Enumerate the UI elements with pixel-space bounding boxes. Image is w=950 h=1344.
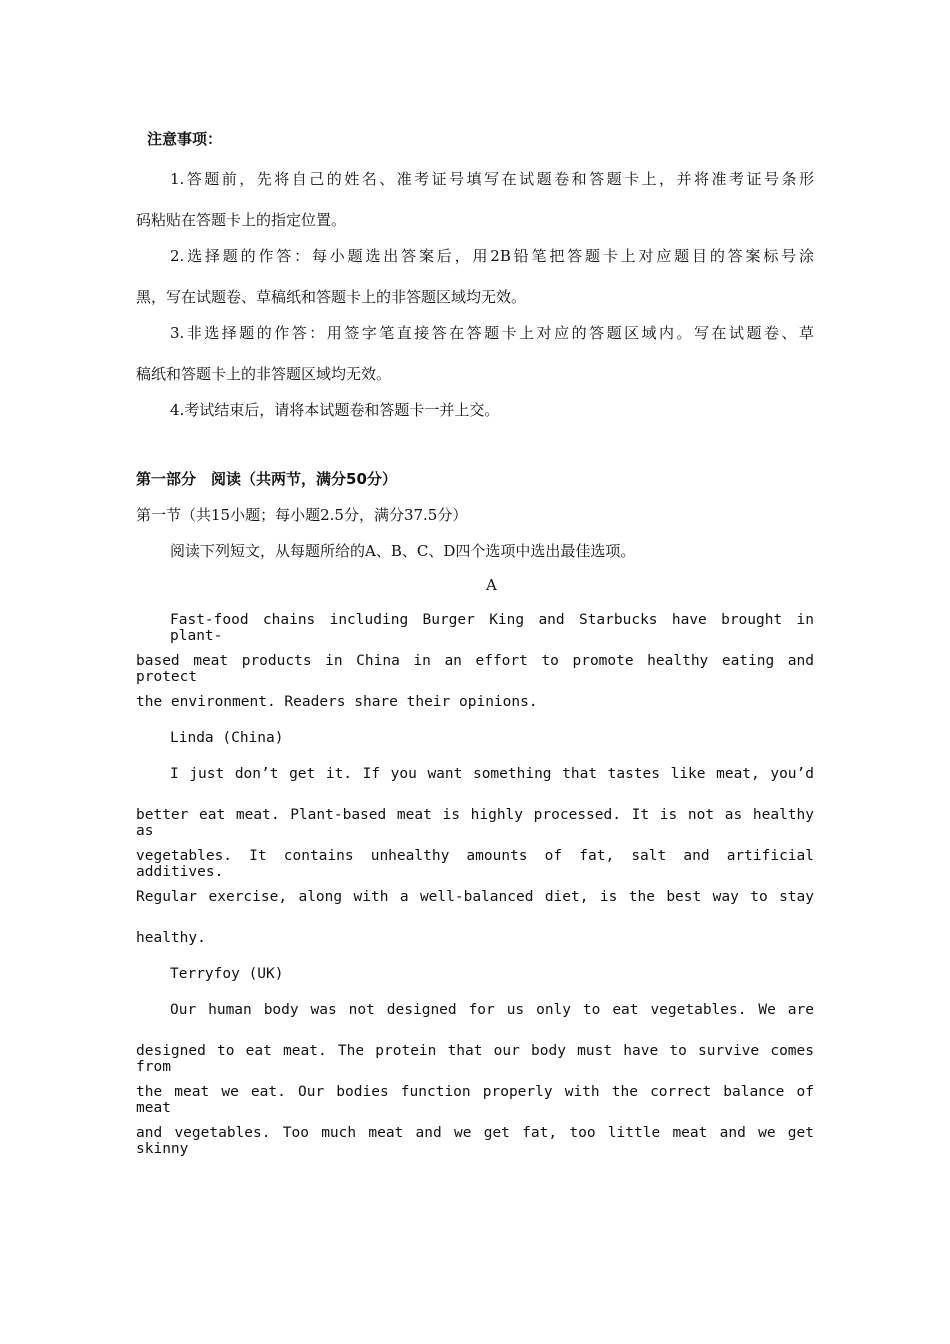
- section-heading: 第一节（共15小题；每小题2.5分，满分37.5分）: [136, 506, 468, 524]
- notice-item-3-line-1: 3.非选择题的作答：用签字笔直接答在答题卡上对应的答题区域内。写在试题卷、草: [170, 324, 814, 342]
- linda-line-1: I just don’t get it. If you want something that tastes like meat, you’d: [170, 766, 814, 782]
- linda-line-4: Regular exercise, along with a well-balanced diet, is the best way to stay: [136, 889, 814, 905]
- passage-intro-line-1: Fast-food chains including Burger King and Starbucks have brought in plant-: [170, 612, 814, 644]
- part-heading: 第一部分 阅读（共两节，满分50分）: [136, 470, 397, 488]
- terryfoy-line-4: and vegetables. Too much meat and we get fat, too little meat and we get skinny: [136, 1125, 814, 1157]
- passage-label: A: [486, 576, 497, 594]
- notice-item-2-line-2: 黑，写在试题卷、草稿纸和答题卡上的非答题区域均无效。: [136, 288, 527, 306]
- terryfoy-line-1: Our human body was not designed for us only to eat vegetables. We are: [170, 1002, 814, 1018]
- terryfoy-line-3: the meat we eat. Our bodies function properly with the correct balance of meat: [136, 1084, 814, 1116]
- linda-line-3: vegetables. It contains unhealthy amounts of fat, salt and artificial additives.: [136, 848, 814, 880]
- terryfoy-line-2: designed to eat meat. The protein that our body must have to survive comes from: [136, 1043, 814, 1075]
- passage-intro-line-2: based meat products in China in an effort to promote healthy eating and protect: [136, 653, 814, 685]
- passage-intro-line-3: the environment. Readers share their opinions.: [136, 694, 538, 710]
- notice-title: 注意事项：: [147, 130, 223, 148]
- linda-line-5: healthy.: [136, 930, 206, 946]
- notice-item-3-line-2: 稿纸和答题卡上的非答题区域均无效。: [136, 365, 392, 383]
- notice-item-2-line-1: 2.选择题的作答：每小题选出答案后，用2B铅笔把答题卡上对应题目的答案标号涂: [170, 247, 814, 265]
- author-linda: Linda (China): [170, 730, 284, 746]
- notice-item-4: 4.考试结束后，请将本试题卷和答题卡一并上交。: [170, 401, 500, 419]
- notice-item-1-line-1: 1.答题前，先将自己的姓名、准考证号填写在试题卷和答题卡上，并将准考证号条形: [170, 170, 814, 188]
- notice-item-1-line-2: 码粘贴在答题卡上的指定位置。: [136, 211, 347, 229]
- instruction: 阅读下列短文，从每题所给的A、B、C、D四个选项中选出最佳选项。: [170, 542, 636, 560]
- author-terryfoy: Terryfoy (UK): [170, 966, 284, 982]
- linda-line-2: better eat meat. Plant-based meat is highly processed. It is not as healthy as: [136, 807, 814, 839]
